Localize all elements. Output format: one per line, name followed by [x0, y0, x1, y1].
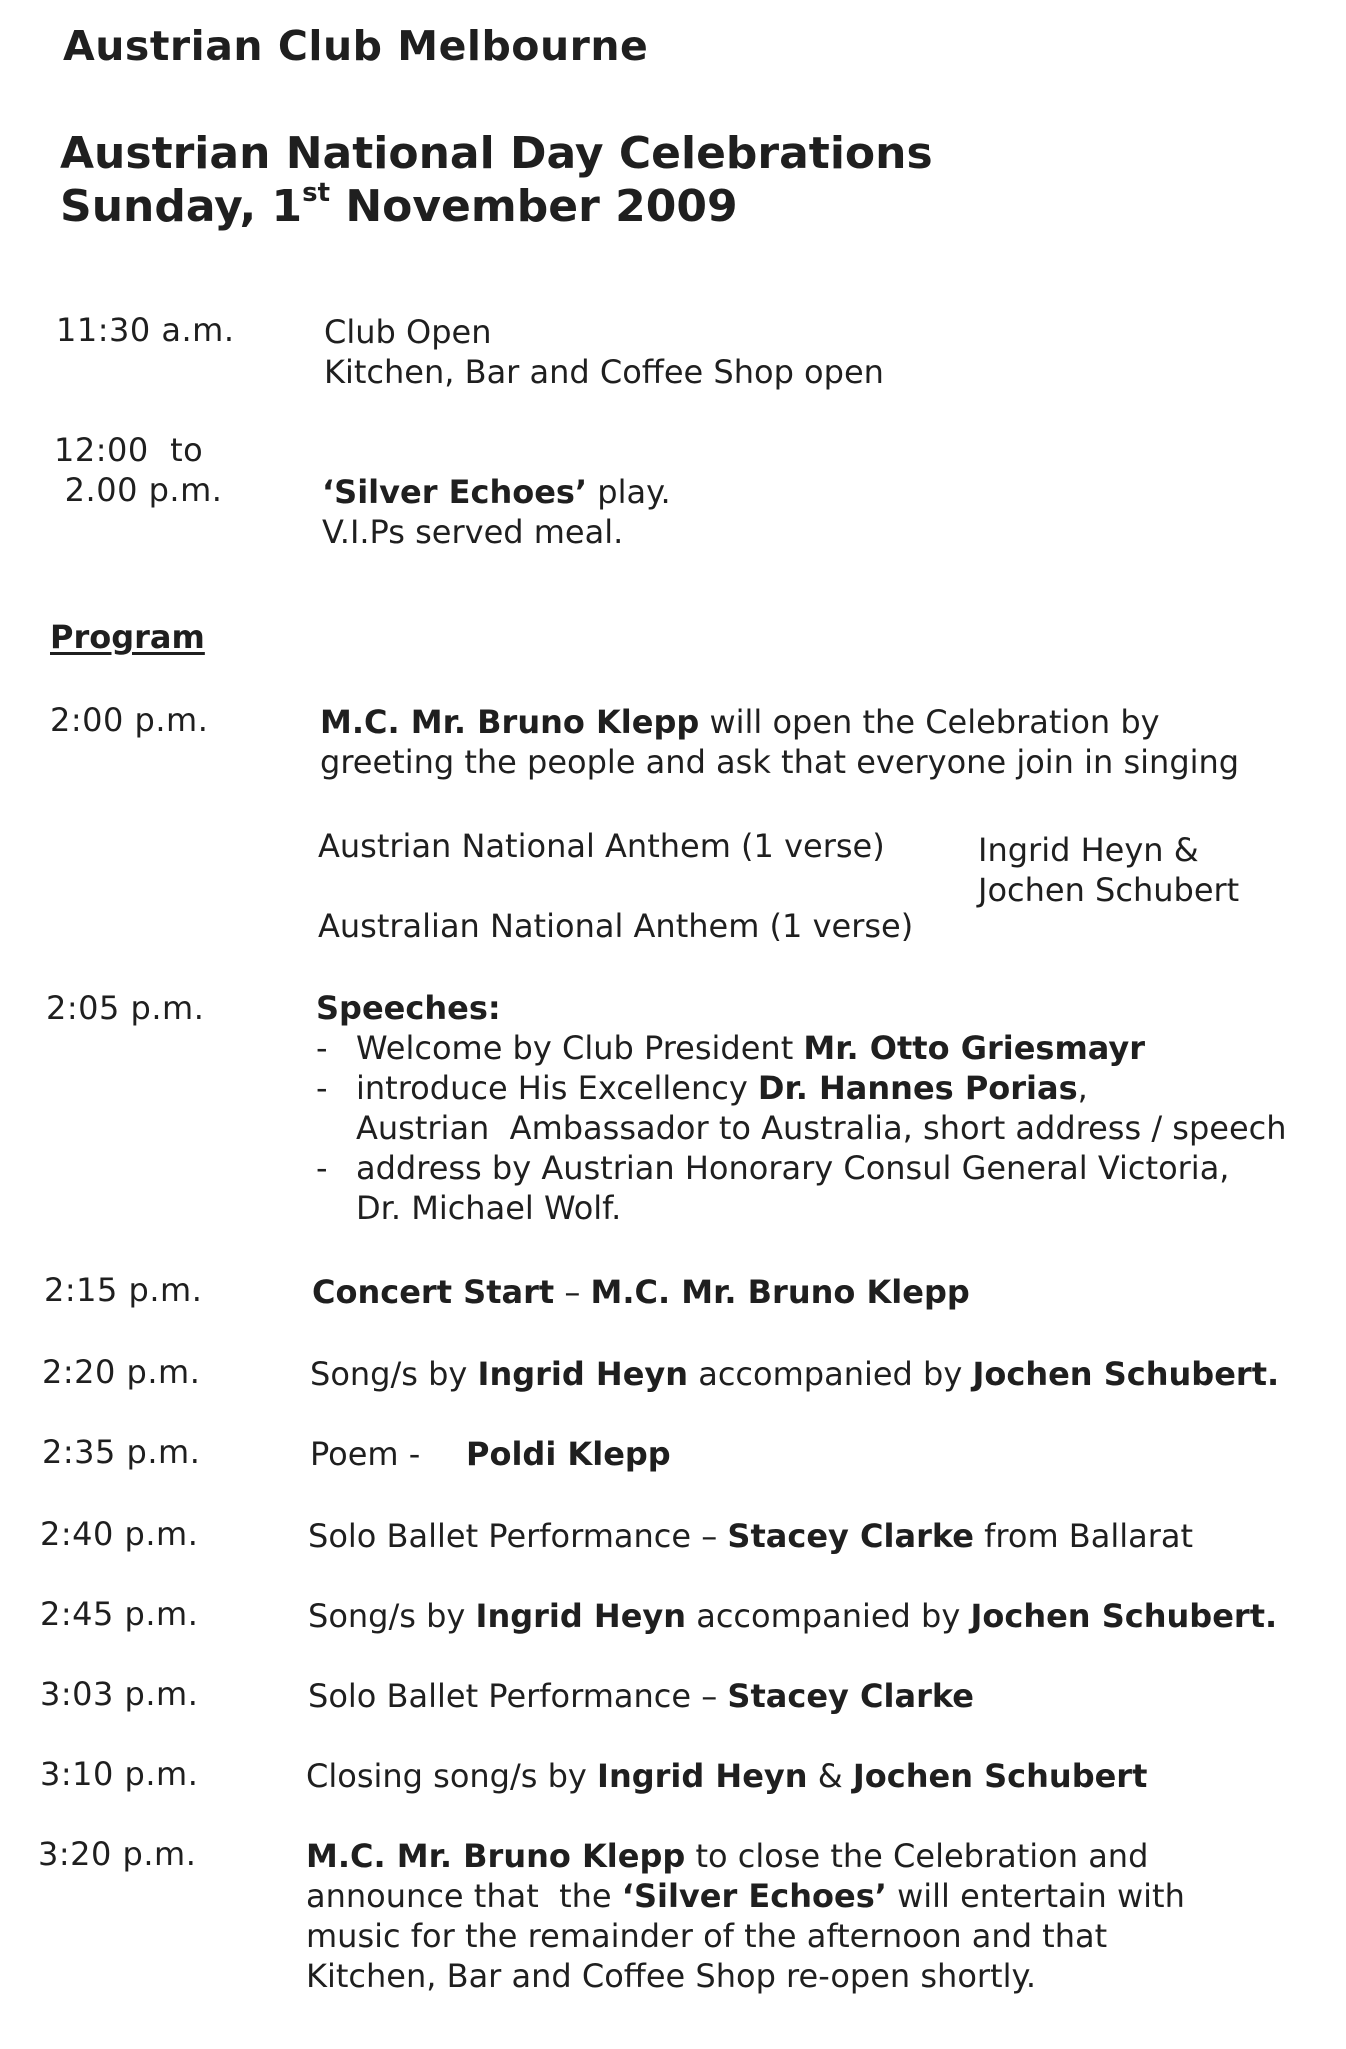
speeches-heading: Speeches: — [316, 989, 501, 1027]
speech-bullet-3 — [316, 1148, 1287, 1188]
anthem-performers-line2: Jochen Schubert — [978, 871, 1240, 909]
club-name: Austrian Club Melbourne — [63, 22, 649, 70]
entry-1130 — [324, 312, 884, 392]
time-1200-line1: 12:00 to — [54, 431, 204, 469]
entry-320-line2 — [306, 1876, 1185, 1916]
time-205: 2:05 p.m. — [46, 989, 205, 1027]
entry-320-line1 — [306, 1836, 1185, 1876]
speech-3-text: address by Austrian Honorary Consul General Victoria, — [356, 1149, 1230, 1187]
time-240: 2:40 p.m. — [40, 1515, 199, 1553]
speech-2-cont: Austrian Ambassador to Australia, short address / speech — [356, 1109, 1287, 1147]
time-310: 3:10 p.m. — [40, 1755, 199, 1793]
singer-name: Ingrid Heyn — [477, 1355, 689, 1393]
entry-1130-line2: Kitchen, Bar and Coffee Shop open — [324, 353, 884, 391]
accompanist-name: Jochen Schubert — [852, 1757, 1148, 1795]
bullet-dash: - — [316, 1149, 328, 1187]
event-title: Austrian National Day Celebrations — [60, 128, 933, 179]
entry-245 — [308, 1596, 1277, 1636]
entry-1200-line1 — [322, 472, 671, 512]
time-245: 2:45 p.m. — [40, 1595, 199, 1633]
program-heading: Program — [50, 618, 205, 656]
entry-320-line2-rest: will entertain with — [886, 1877, 1185, 1915]
bullet-dash: - — [316, 1069, 328, 1107]
anthem-performers-line1: Ingrid Heyn & — [978, 831, 1199, 869]
time-1200-200 — [54, 430, 222, 510]
time-215: 2:15 p.m. — [44, 1271, 203, 1309]
entry-220-text2: accompanied by — [688, 1355, 973, 1393]
entry-245-text2: accompanied by — [686, 1597, 971, 1635]
entry-240 — [308, 1516, 1193, 1556]
entry-215 — [312, 1272, 970, 1312]
entry-240-text2: from Ballarat — [973, 1517, 1194, 1555]
entry-205 — [316, 988, 1287, 1228]
time-200: 2:00 p.m. — [50, 701, 209, 739]
speech-1-text: Welcome by Club President — [356, 1029, 804, 1067]
concert-start: Concert Start — [312, 1273, 555, 1311]
speech-3-cont: Dr. Michael Wolf. — [356, 1189, 622, 1227]
time-235: 2:35 p.m. — [42, 1433, 201, 1471]
speech-bullet-1 — [316, 1028, 1287, 1068]
entry-235 — [310, 1434, 671, 1474]
event-date-ordinal: st — [302, 178, 330, 208]
time-1200-line2: 2.00 p.m. — [54, 471, 223, 509]
speech-bullet-2-cont — [316, 1108, 1287, 1148]
entry-200 — [320, 702, 1239, 782]
time-303: 3:03 p.m. — [40, 1675, 199, 1713]
president-name: Mr. Otto Griesmayr — [803, 1029, 1146, 1067]
entry-310-text2: & — [807, 1757, 853, 1795]
bullet-dash: - — [316, 1029, 328, 1067]
silver-echoes-name: ‘Silver Echoes’ — [621, 1877, 887, 1915]
entry-245-text1: Song/s by — [308, 1597, 476, 1635]
dancer-name: Stacey Clarke — [727, 1517, 974, 1555]
event-date-prefix: Sunday, 1 — [60, 181, 303, 232]
singer-name: Ingrid Heyn — [475, 1597, 687, 1635]
entry-215-sep: – — [554, 1273, 591, 1311]
singer-name: Ingrid Heyn — [597, 1757, 808, 1795]
entry-200-line1-rest: will open the Celebration by — [699, 703, 1160, 741]
entry-235-text1: Poem - — [310, 1435, 421, 1473]
entry-303-text1: Solo Ballet Performance – — [308, 1677, 728, 1715]
event-date-rest: November 2009 — [330, 181, 738, 232]
speech-2-comma: , — [1077, 1069, 1088, 1107]
entry-320-line2-text: announce that the — [306, 1877, 622, 1915]
entry-220 — [310, 1354, 1279, 1394]
entry-310-text1: Closing song/s by — [306, 1757, 598, 1795]
entry-1200-line1-rest: play. — [587, 473, 671, 511]
entry-220-text1: Song/s by — [310, 1355, 478, 1393]
entry-240-text1: Solo Ballet Performance – — [308, 1517, 728, 1555]
speech-2-text: introduce His Excellency — [356, 1069, 758, 1107]
entry-320 — [306, 1836, 1185, 1996]
mc-name: M.C. Mr. Bruno Klepp — [306, 1837, 686, 1875]
anthem-australian: Australian National Anthem (1 verse) — [318, 907, 914, 945]
entry-310 — [306, 1756, 1147, 1796]
entry-1200 — [322, 472, 671, 552]
accompanist-name: Jochen Schubert. — [972, 1355, 1280, 1393]
entry-320-line1-rest: to close the Celebration and — [685, 1837, 1149, 1875]
entry-320-line4: Kitchen, Bar and Coffee Shop re-open shortly. — [306, 1957, 1037, 1995]
speech-bullet-2 — [316, 1068, 1287, 1108]
accompanist-name: Jochen Schubert. — [970, 1597, 1278, 1635]
time-1130: 11:30 a.m. — [56, 311, 235, 349]
mc-name: M.C. Mr. Bruno Klepp — [590, 1273, 970, 1311]
entry-320-line3: music for the remainder of the afternoon and that — [306, 1917, 1108, 1955]
time-220: 2:20 p.m. — [42, 1353, 201, 1391]
dancer-name: Stacey Clarke — [727, 1677, 974, 1715]
anthem-austrian: Austrian National Anthem (1 verse) — [318, 827, 885, 865]
event-date — [60, 178, 738, 232]
speech-bullet-3-cont — [316, 1188, 1287, 1228]
entry-1200-line2: V.I.Ps served meal. — [322, 513, 624, 551]
entry-200-line2: greeting the people and ask that everyone join in singing — [320, 743, 1240, 781]
entry-303 — [308, 1676, 974, 1716]
entry-200-line1 — [320, 702, 1239, 742]
mc-name: M.C. Mr. Bruno Klepp — [320, 703, 700, 741]
poet-name: Poldi Klepp — [466, 1435, 671, 1473]
time-320: 3:20 p.m. — [38, 1835, 197, 1873]
silver-echoes-name: ‘Silver Echoes’ — [322, 473, 588, 511]
anthem-performers — [978, 830, 1239, 910]
ambassador-name: Dr. Hannes Porias — [757, 1069, 1078, 1107]
entry-1130-line1: Club Open — [324, 313, 492, 351]
event-title-block — [60, 127, 933, 233]
